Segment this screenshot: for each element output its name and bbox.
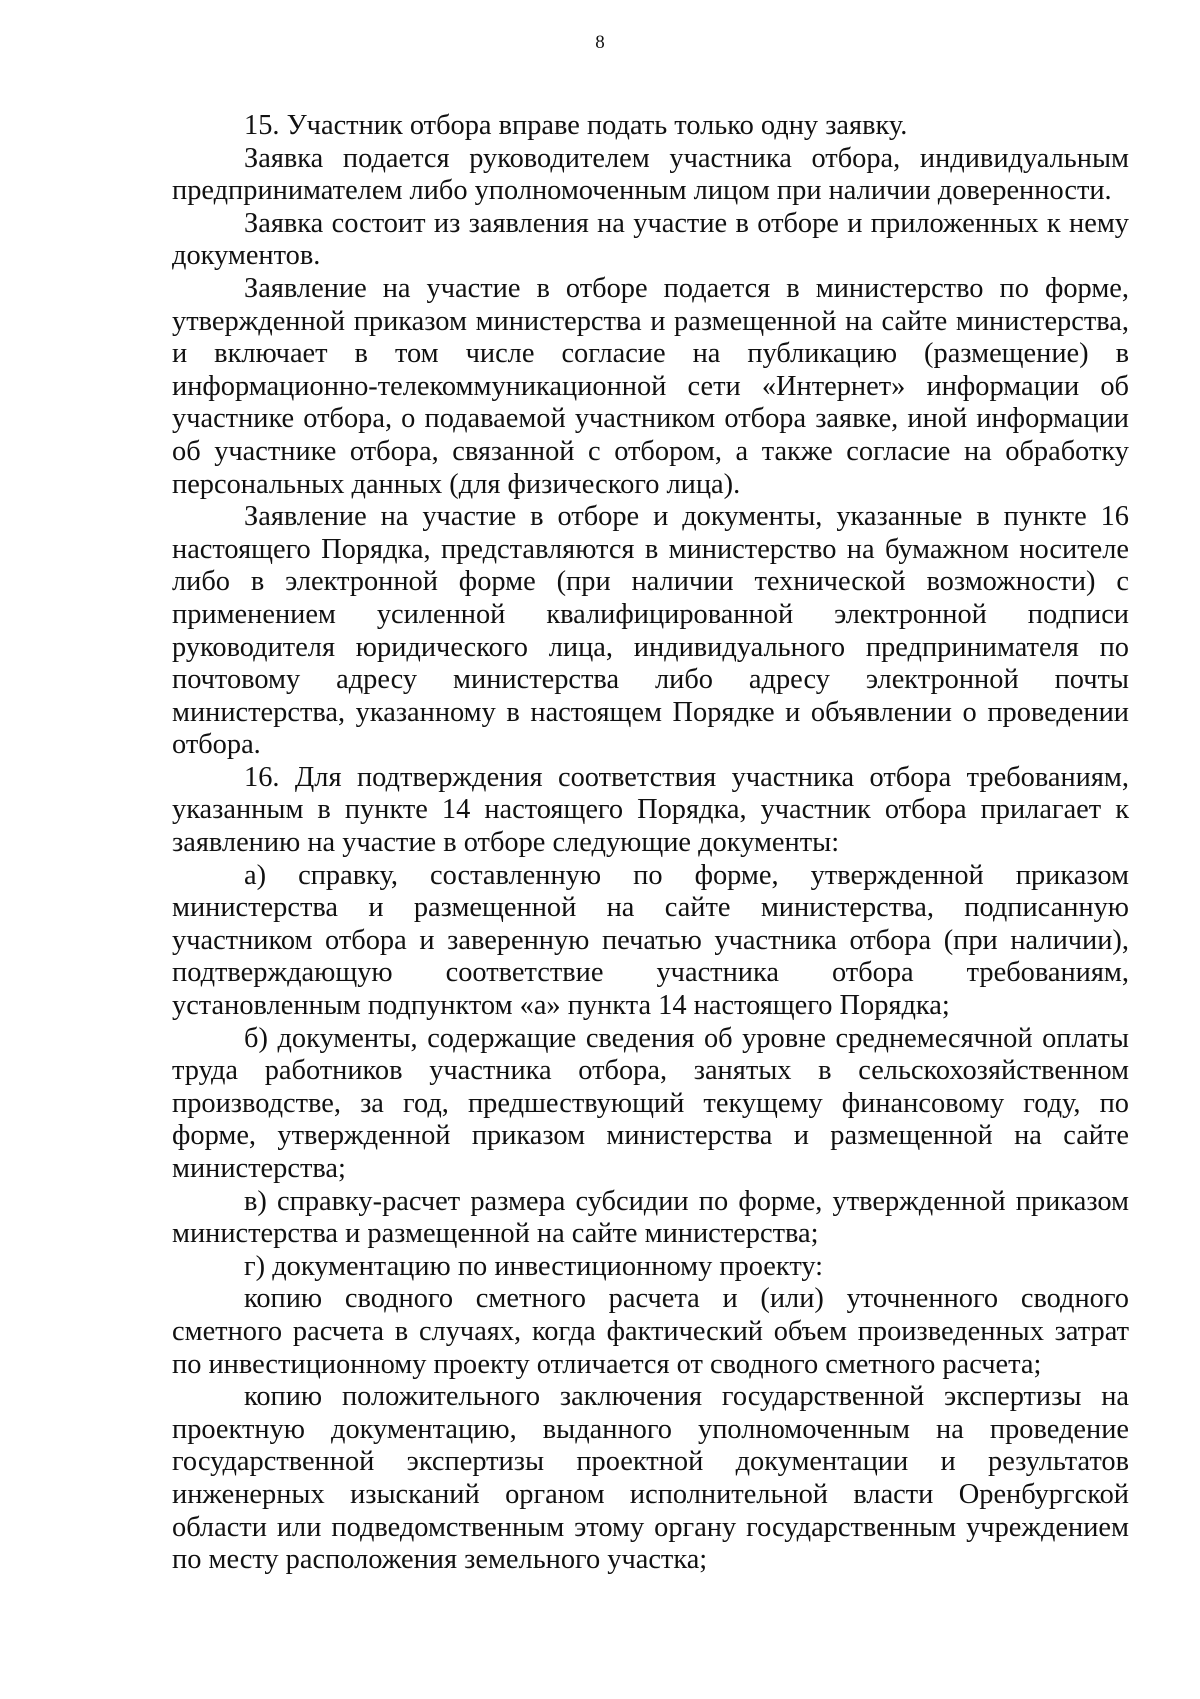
document-body [172, 110, 1129, 1577]
list-item-b: б) документы, содержащие сведения об уровне среднемесячной оплаты труда работников участника отбора, занятых в сельскохозяйственном производстве, за год, предшествующий текущему финансовому году, по форме, утвержденной приказом министерства и размещенной на сайте министерства; [172, 1022, 1129, 1184]
paragraph-statement-form: Заявление на участие в отборе подается в министерство по форме, утвержденной приказом министерства и размещенной на сайте министерства, и включает в том числе согласие на публикацию (размещение) в информационно-телекоммуникационной сети «Интернет» информации об участнике отбора, о подаваемой участником отбора заявке, иной информации об участнике отбора, связанной с отбором, а также согласие на обработку персональных данных (для физического лица). [172, 272, 1129, 500]
list-item-g: г) документацию по инвестиционному проекту: [244, 1250, 824, 1282]
paragraph-15-intro: 15. Участник отбора вправе подать только одну заявку. [244, 110, 908, 141]
paragraph-16-intro: 16. Для подтверждения соответствия участника отбора требованиям, указанным в пункте 14 настоящего Порядка, участник отбора прилагает к заявлению на участие в отборе следующие документы: [172, 761, 1129, 859]
sub-item-estimate-copy: копию сводного сметного расчета и (или) уточненного сводного сметного расчета в случаях, когда фактический объем произведенных затрат по инвестиционному проекту отличается от сводного сметного расчета; [172, 1283, 1129, 1380]
paragraph-submission-method: Заявление на участие в отборе и документы, указанные в пункте 16 настоящего Порядка, представляются в министерство на бумажном носителе либо в электронной форме (при наличии технической возможности) с применением усиленной квалифицированной электронной подписи руководителя юридического лица, индивидуального предпринимателя по почтовому адресу министерства либо адресу электронной почты министерства, указанному в настоящем Порядке и объявлении о проведении отбора. [172, 501, 1129, 761]
page-number: 8 [595, 32, 605, 53]
list-item-v: в) справку-расчет размера субсидии по форме, утвержденной приказом министерства и размещенной на сайте министерства; [172, 1185, 1129, 1250]
paragraph-application-contents: Заявка состоит из заявления на участие в отборе и приложенных к нему документов. [172, 207, 1129, 272]
paragraph-application-submitter: Заявка подается руководителем участника отбора, индивидуальным предпринимателем либо уполномоченным лицом при наличии доверенности. [172, 142, 1129, 207]
sub-item-expertise-copy: копию положительного заключения государственной экспертизы на проектную документацию, выданного уполномоченным на проведение государственной экспертизы проектной документации и результатов инженерных изысканий органом исполнительной власти Оренбургской области или подведомственным этому органу государственным учреждением по месту расположения земельного участка; [172, 1381, 1129, 1576]
list-item-a: а) справку, составленную по форме, утвержденной приказом министерства и размещенной на сайте министерства, подписанную участником отбора и заверенную печатью участника отбора (при наличии), подтверждающую соответствие участника отбора требованиям, установленным подпунктом «а» пункта 14 настоящего Порядка; [172, 859, 1129, 1022]
